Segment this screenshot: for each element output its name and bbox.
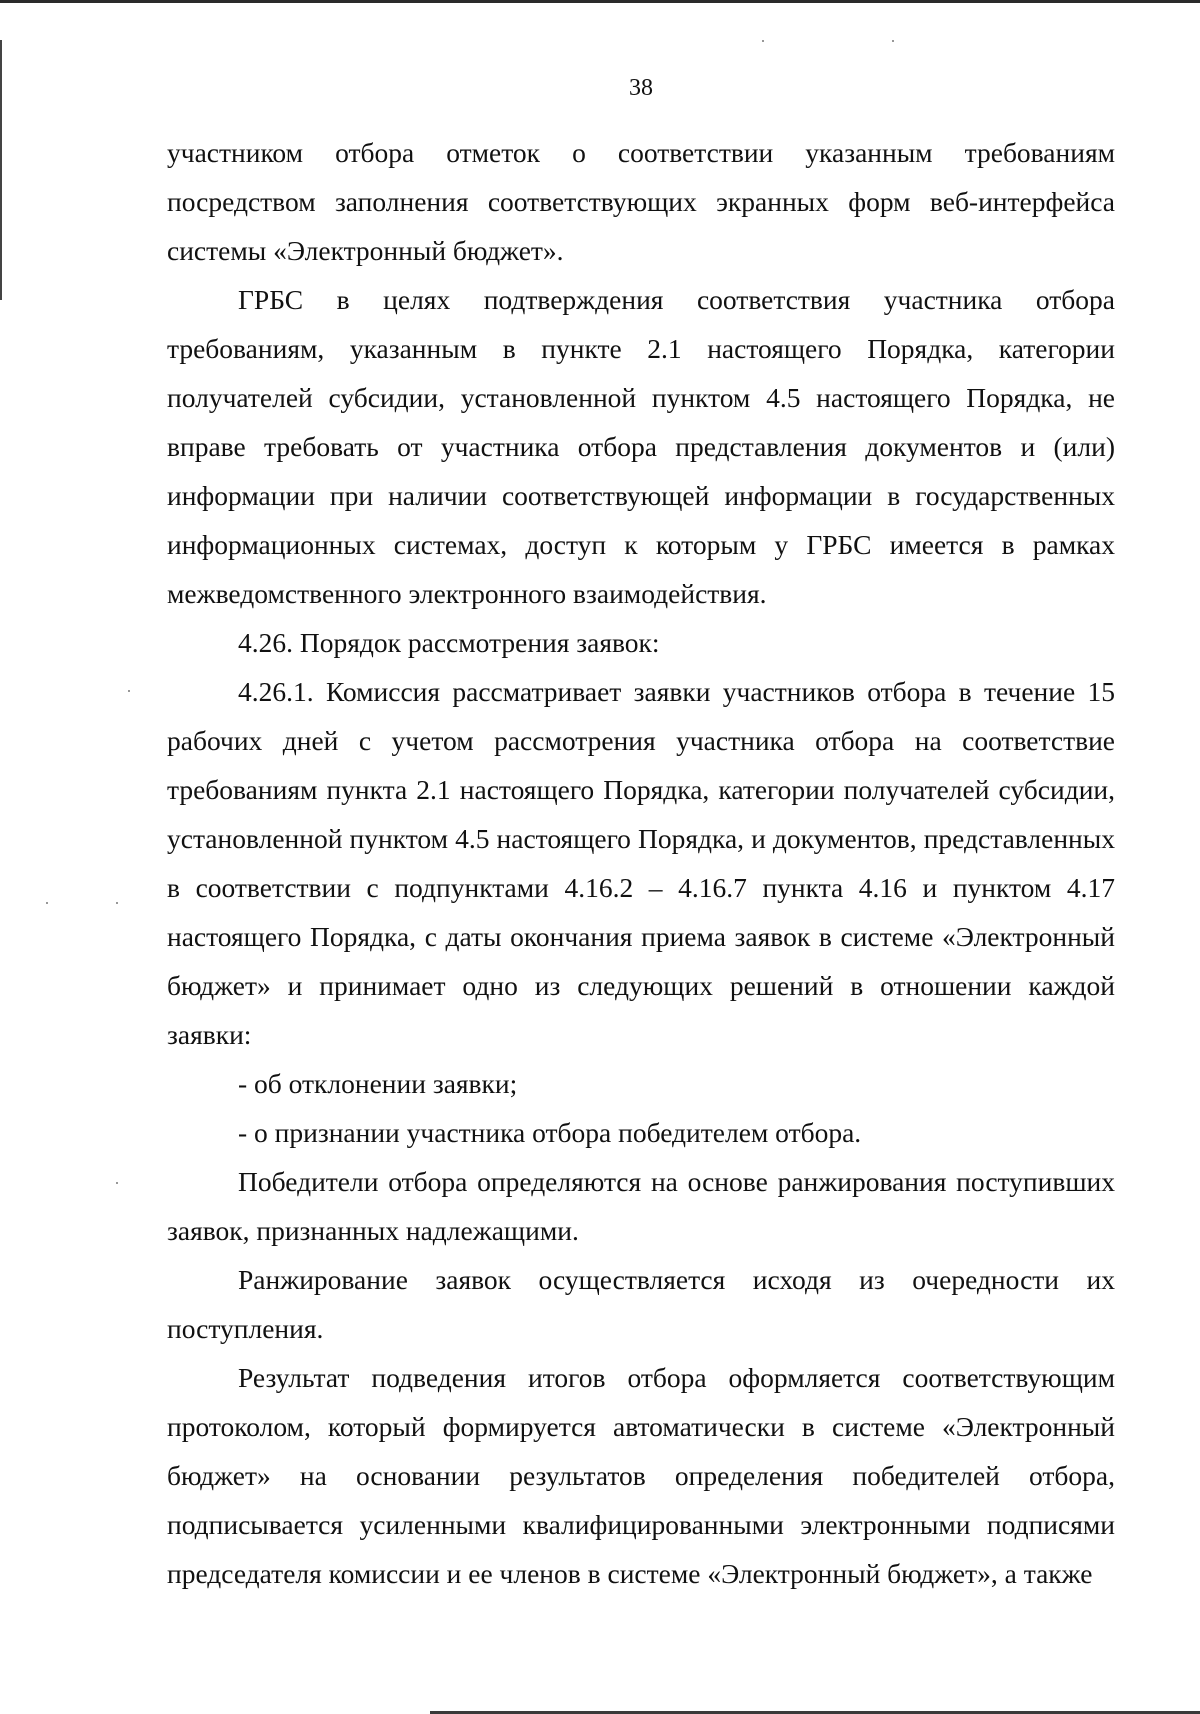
paragraph-2: ГРБС в целях подтверждения соответствия участника отбора требованиям, указанным в пункте 2.1 настоящего Порядка, категории получателей субсидии, установленной пунктом 4.5 настоящего Порядка, не вправе требовать от участника отбора представления документов и (или) информации при наличии соответствующей информации в государственных информационных системах, доступ к которым у ГРБС имеется в рамках межведомственного электронного взаимодействия. xyxy=(167,284,1115,609)
scan-speck xyxy=(116,1182,118,1184)
page-number: 38 xyxy=(629,75,653,101)
scan-speck xyxy=(892,40,894,42)
scan-speck xyxy=(46,902,48,904)
document-body xyxy=(167,128,1115,1598)
paragraph-7: Победители отбора определяются на основе ранжирования поступивших заявок, признанных надлежащими. xyxy=(167,1166,1115,1246)
paragraph-1: участником отбора отметок о соответствии указанным требованиям посредством заполнения соответствующих экранных форм веб-интерфейса системы «Электронный бюджет». xyxy=(167,137,1115,266)
paragraph-4: 4.26.1. Комиссия рассматривает заявки участников отбора в течение 15 рабочих дней с учетом рассмотрения участника отбора на соответствие требованиям пункта 2.1 настоящего Порядка, категории получателей субсидии, установленной пунктом 4.5 настоящего Порядка, и документов, представленных в соответствии с подпунктами 4.16.2 – 4.16.7 пункта 4.16 и пунктом 4.17 настоящего Порядка, с даты окончания приема заявок в системе «Электронный бюджет» и принимает одно из следующих решений в отношении каждой заявки: xyxy=(167,676,1115,1050)
paragraph-6: - о признании участника отбора победителем отбора. xyxy=(238,1117,862,1148)
paragraph-8: Ранжирование заявок осуществляется исходя из очередности их поступления. xyxy=(167,1264,1115,1344)
paragraph-3: 4.26. Порядок рассмотрения заявок: xyxy=(238,627,660,658)
scan-edge-top xyxy=(0,0,1200,3)
paragraph-5: - об отклонении заявки; xyxy=(238,1068,518,1099)
paragraph-9: Результат подведения итогов отбора оформляется соответствующим протоколом, который формируется автоматически в системе «Электронный бюджет» на основании результатов определения победителей отбора, подписывается усиленными квалифицированными электронными подписями председателя комиссии и ее членов в системе «Электронный бюджет», а также xyxy=(167,1362,1115,1589)
scan-speck xyxy=(128,690,130,692)
scan-speck xyxy=(762,40,764,42)
scan-speck xyxy=(116,902,118,904)
